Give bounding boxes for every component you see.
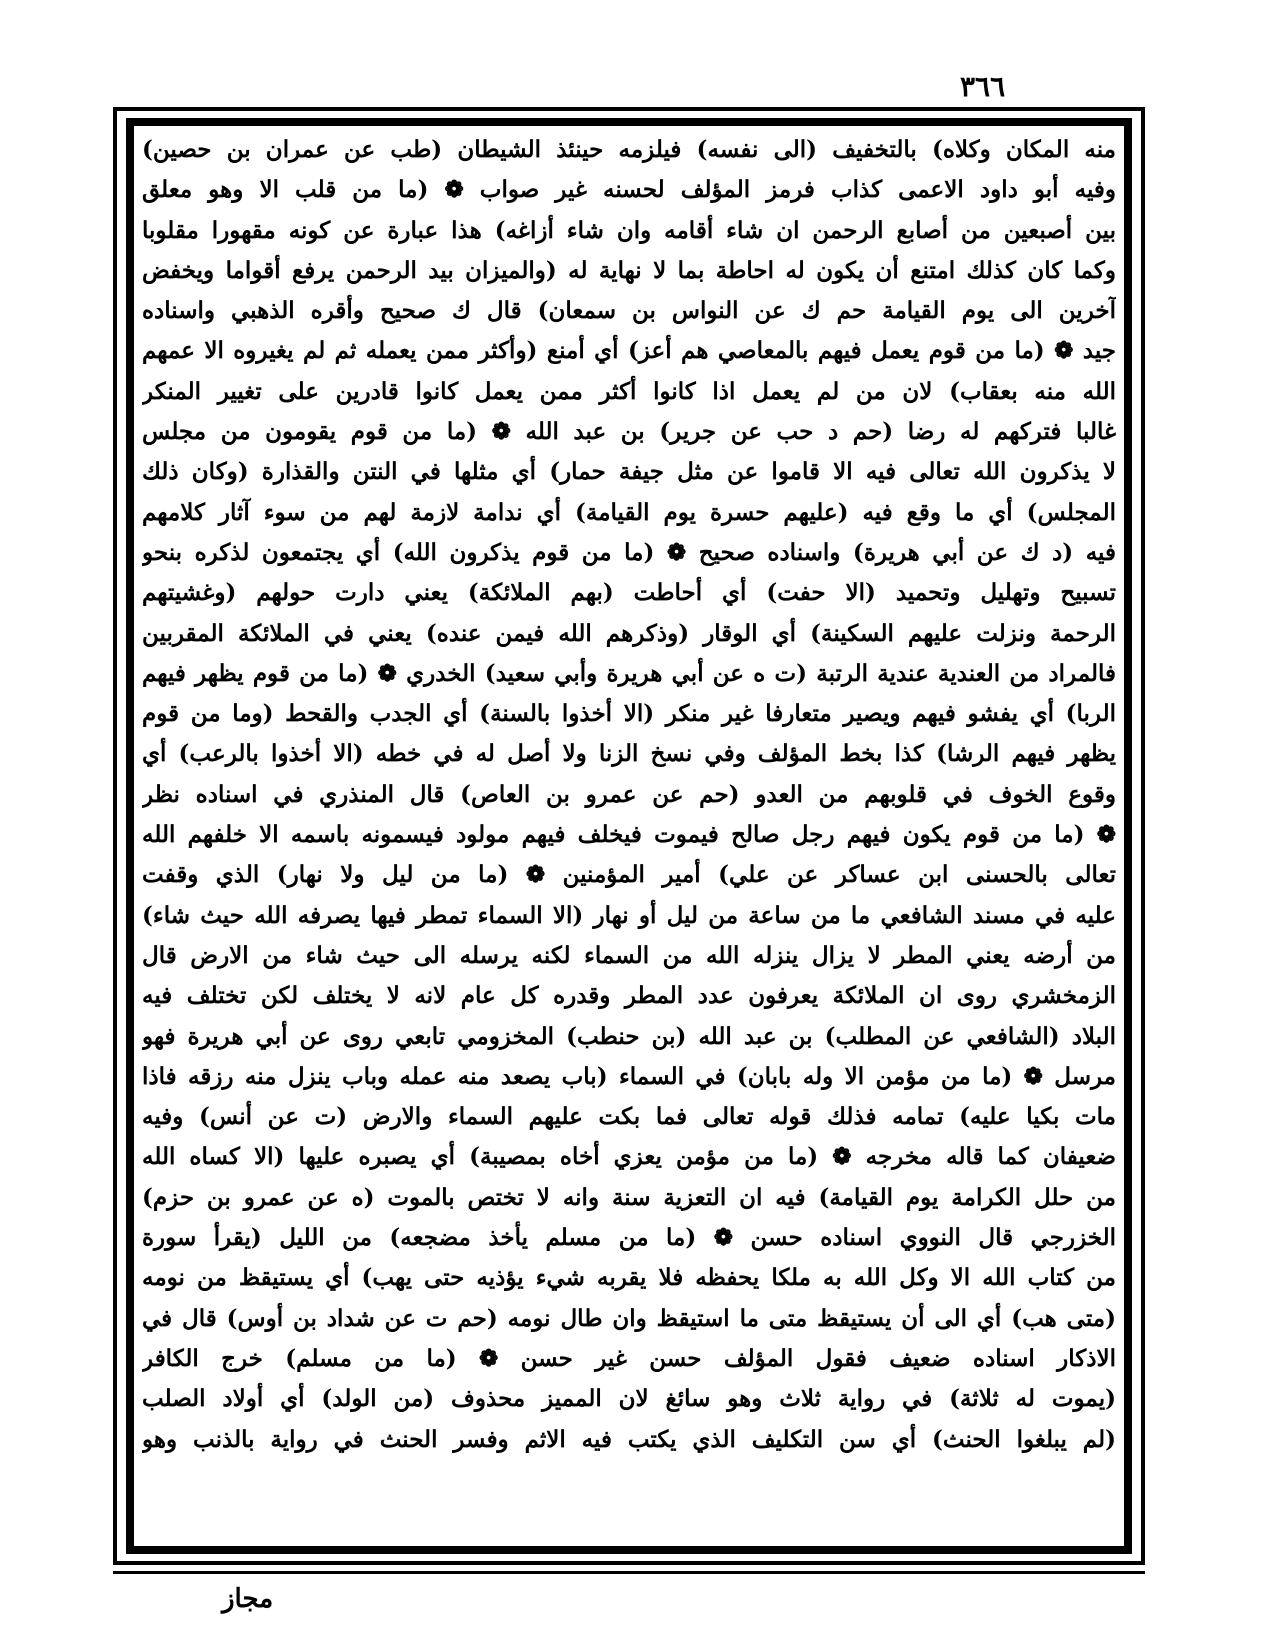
text-line: منه المكان وكلاه) بالتخفيف (الى نفسه) فيلزمه حينئذ الشيطان (طب عن عمران بن حصين) <box>142 136 1116 163</box>
text-line: (متى هب) أي الى أن يستيقظ متى ما استيقظ وان طال نومه (حم ت عن شداد بن أوس) قال في <box>142 1304 1116 1332</box>
text-line: (لم يبلغوا الحنث) أي سن التكليف الذي يكتب فيه الاثم وفسر الحنث في رواية بالذنب وهو <box>142 1425 1116 1453</box>
catchword: مجاز <box>222 1584 274 1614</box>
text-line: فالمراد من العندية عندية الرتبة (ت ه عن أبي هريرة وأبي سعيد) الخدري ❁ (ما من قوم يظهر فيهم <box>142 659 1116 687</box>
text-line: تسبيح وتهليل وتحميد (الا حفت) أي أحاطت (بهم الملائكة) يعني دارت حولهم (وغشيتهم <box>142 579 1116 607</box>
text-line: مات بكيا عليه) تمامه فذلك قوله تعالى فما بكت عليهم السماء والارض (ت عن أنس) وفيه <box>142 1103 1116 1131</box>
text-line: مرسل ❁ (ما من مؤمن الا وله بابان) في السماء (باب يصعد منه عمله وباب ينزل منه رزقه فاذا <box>142 1062 1116 1090</box>
frame-bottom-rule <box>113 1571 1145 1574</box>
text-line: المجلس) أي ما وقع فيه (عليهم حسرة يوم القيامة) أي ندامة لازمة لهم من سوء آثار كلامهم <box>142 498 1116 526</box>
text-line: من أرضه يعني المطر لا يزال ينزله الله من السماء لكنه يرسله الى حيث شاء من الارض قال <box>142 941 1116 969</box>
text-line: الرحمة ونزلت عليهم السكينة) أي الوقار (وذكرهم الله فيمن عنده) يعني في الملائكة المقربين <box>142 619 1116 647</box>
text-body <box>142 130 1116 1540</box>
text-line: الخزرجي قال النووي اسناده حسن ❁ (ما من مسلم يأخذ مضجعه) من الليل (يقرأ سورة <box>142 1224 1116 1252</box>
page-number: ٣٦٦ <box>960 70 1006 103</box>
text-line: فيه (د ك عن أبي هريرة) واسناده صحيح ❁ (ما من قوم يذكرون الله) أي يجتمعون لذكره بنحو <box>142 538 1116 566</box>
text-line: عليه في مسند الشافعي ما من ساعة من ليل أو نهار (الا السماء تمطر فيها يصرفه الله حيث شاء) <box>142 901 1116 929</box>
text-line: بين أصبعين من أصابع الرحمن ان شاء أقامه وان شاء أزاغه) هذا عبارة عن كونه مقهورا مقلوبا <box>142 216 1116 244</box>
text-line: وفيه أبو داود الاعمى كذاب فرمز المؤلف لحسنه غير صواب ❁ (ما من قلب الا وهو معلق <box>142 176 1116 204</box>
text-line: ❁ (ما من قوم يكون فيهم رجل صالح فيموت فيخلف فيهم مولود فيسمونه باسمه الا خلفهم الله <box>142 821 1116 849</box>
text-line: من حلل الكرامة يوم القيامة) فيه ان التعزية سنة وانه لا تختص بالموت (ه عن عمرو بن حزم) <box>142 1183 1116 1211</box>
text-line: ضعيفان كما قاله مخرجه ❁ (ما من مؤمن يعزي أخاه بمصيبة) أي يصبره عليها (الا كساه الله <box>142 1143 1116 1171</box>
text-line: غالبا فتركهم له رضا (حم د حب عن جرير) بن عبد الله ❁ (ما من قوم يقومون من مجلس <box>142 418 1116 446</box>
text-line: البلاد (الشافعي عن المطلب) بن عبد الله (بن حنطب) المخزومي تابعي روى عن أبي هريرة فهو <box>142 1022 1116 1050</box>
text-line: تعالى بالحسنى ابن عساكر عن علي) أمير المؤمنين ❁ (ما من ليل ولا نهار) الذي وقفت <box>142 861 1116 889</box>
text-line: آخرين الى يوم القيامة حم ك عن النواس بن سمعان) قال ك صحيح وأقره الذهبي واسناده <box>142 297 1116 325</box>
text-line: جيد ❁ (ما من قوم يعمل فيهم بالمعاصي هم أعز) أي أمنع (وأكثر ممن يعمله ثم لم يغيروه الا عمهم <box>142 337 1116 365</box>
text-line: لا يذكرون الله تعالى فيه الا قاموا عن مثل جيفة حمار) أي مثلها في النتن والقذارة (وكان ذلك <box>142 458 1116 486</box>
text-line: الربا) أي يفشو فيهم ويصير متعارفا غير منكر (الا أخذوا بالسنة) أي الجدب والقحط (وما من قوم <box>142 700 1116 728</box>
text-line: الله منه بعقاب) لان من لم يعمل اذا كانوا أكثر ممن يعمل كانوا قادرين على تغيير المنكر <box>142 377 1116 405</box>
text-line: وكما كان كذلك امتنع أن يكون له احاطة بما لا نهاية له (والميزان بيد الرحمن يرفع أقواما ويخفض <box>142 256 1116 284</box>
text-line: من كتاب الله الا وكل الله به ملكا يحفظه فلا يقربه شيء يؤذيه حتى يهب) أي يستيقظ من نومه <box>142 1264 1116 1292</box>
text-line: الزمخشري روى ان الملائكة يعرفون عدد المطر وقدره كل عام لانه لا يختلف لكن تختلف فيه <box>142 982 1116 1010</box>
text-line: يظهر فيهم الرشا) كذا بخط المؤلف وفي نسخ الزنا ولا أصل له في خطه (الا أخذوا بالرعب) أي <box>142 740 1116 768</box>
text-line: (يموت له ثلاثة) في رواية ثلاث وهو سائغ لان المميز محذوف (من الولد) أي أولاد الصلب <box>142 1385 1116 1413</box>
text-line: الاذكار اسناده ضعيف فقول المؤلف حسن غير حسن ❁ (ما من مسلم) خرج الكافر <box>142 1344 1116 1372</box>
text-line: وقوع الخوف في قلوبهم من العدو (حم عن عمرو بن العاص) قال المنذري في اسناده نظر <box>142 780 1116 808</box>
